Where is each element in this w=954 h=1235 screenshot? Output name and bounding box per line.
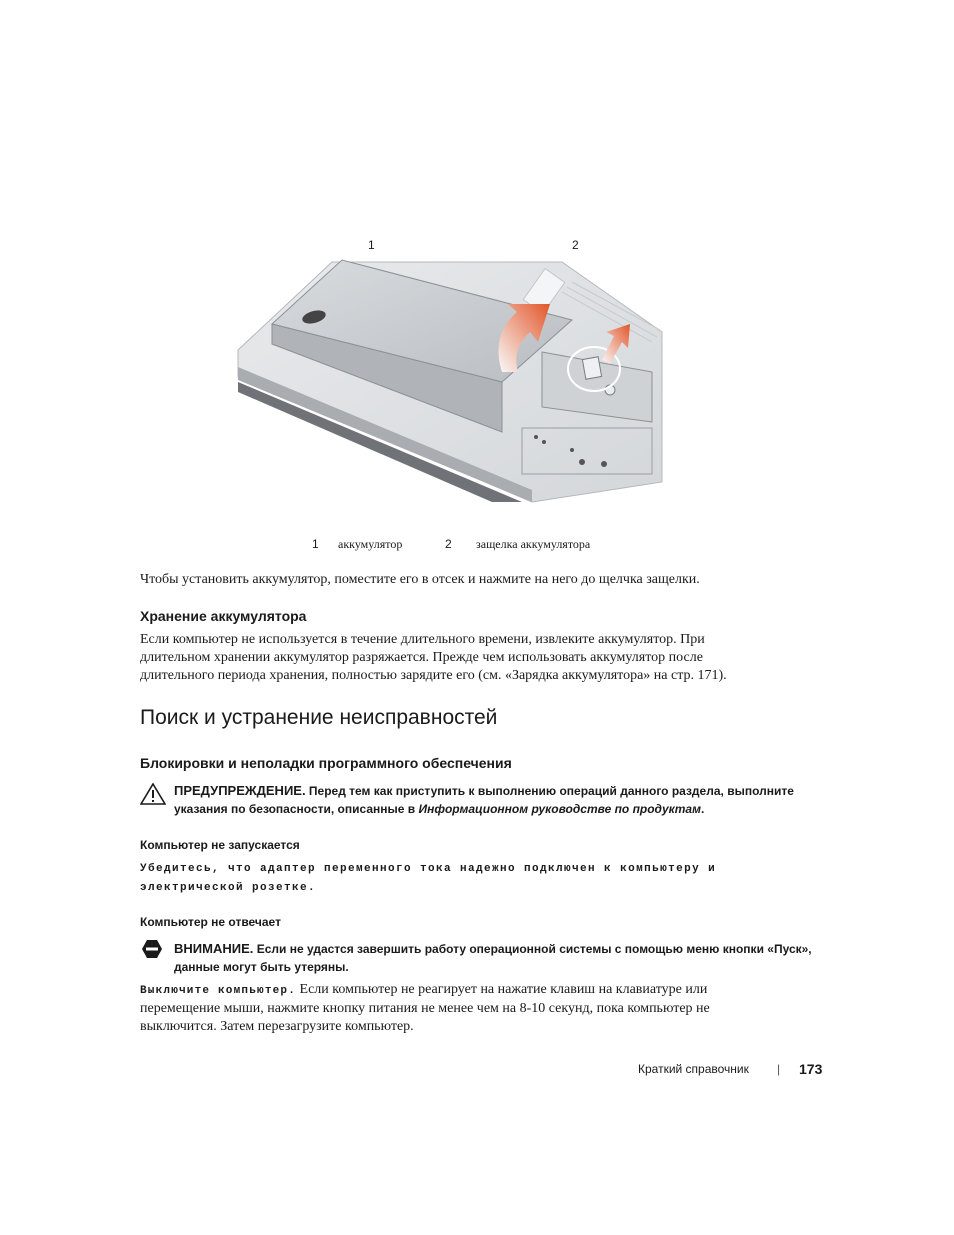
page-number: 173: [799, 1061, 823, 1077]
storage-heading: Хранение аккумулятора: [140, 608, 307, 624]
lockups-heading: Блокировки и неполадки программного обеспечения: [140, 755, 512, 771]
warning-icon: [140, 783, 166, 805]
storage-paragraph: [140, 631, 820, 685]
warning-lead: ПРЕДУПРЕЖДЕНИЕ.: [174, 783, 306, 798]
notice-text-2: данные могут быть утеряны.: [174, 960, 349, 974]
footer-separator: |: [777, 1062, 781, 1076]
not-responding-heading: Компьютер не отвечает: [140, 915, 281, 929]
no-start-paragraph: [140, 860, 820, 898]
not-responding-line-1: Если компьютер не реагирует на нажатие клавиш на клавиатуре или: [296, 982, 708, 997]
battery-illustration: [232, 232, 672, 512]
warning-end: .: [700, 802, 705, 816]
warning-doc-title: Информационном руководстве по продуктам: [418, 802, 701, 816]
no-start-heading: Компьютер не запускается: [140, 838, 300, 852]
legend-num-2: 2: [445, 537, 452, 551]
warning-note: [174, 782, 814, 818]
turn-off-action: Выключите компьютер.: [140, 985, 297, 997]
callout-2: 2: [572, 238, 579, 252]
warning-text-1: Перед тем как приступить к выполнению операций данного раздела, выполните: [305, 784, 794, 798]
legend-label-2: защелка аккумулятора: [476, 537, 591, 551]
legend-num-1: 1: [312, 537, 319, 551]
legend-label-1: аккумулятор: [338, 537, 403, 551]
not-responding-line-3: выключится. Затем перезагрузите компьютер.: [140, 1019, 414, 1034]
no-start-line-1: Убедитесь, что адаптер переменного тока надежно подключен к компьютеру и: [140, 863, 717, 875]
notice-lead: ВНИМАНИЕ.: [174, 941, 254, 956]
notice-note: [174, 940, 814, 976]
install-paragraph: Чтобы установить аккумулятор, поместите его в отсек и нажмите на него до щелчка защелки.: [140, 572, 700, 587]
warning-text-2: указания по безопасности, описанные в: [174, 802, 419, 816]
storage-line-1: Если компьютер не используется в течение длительного времени, извлеките аккумулятор. При: [140, 632, 705, 647]
storage-line-3: длительного периода хранения, полностью зарядите его (см. «Зарядка аккумулятора» на стр. 171).: [140, 668, 727, 683]
not-responding-paragraph: [140, 981, 820, 1036]
notice-text-1: Если не удастся завершить работу операционной системы с помощью меню кнопки «Пуск»,: [253, 942, 812, 956]
storage-line-2: длительном хранении аккумулятор разряжается. Прежде чем использовать аккумулятор после: [140, 650, 703, 665]
footer-title: Краткий справочник: [638, 1062, 749, 1076]
not-responding-line-2: перемещение мыши, нажмите кнопку питания не менее чем на 8-10 секунд, пока компьютер не: [140, 1001, 710, 1016]
no-start-line-2: электрической розетке.: [140, 882, 317, 894]
callout-1: 1: [368, 238, 375, 252]
notice-icon: [141, 939, 163, 959]
section-title: Поиск и устранение неисправностей: [140, 706, 498, 729]
